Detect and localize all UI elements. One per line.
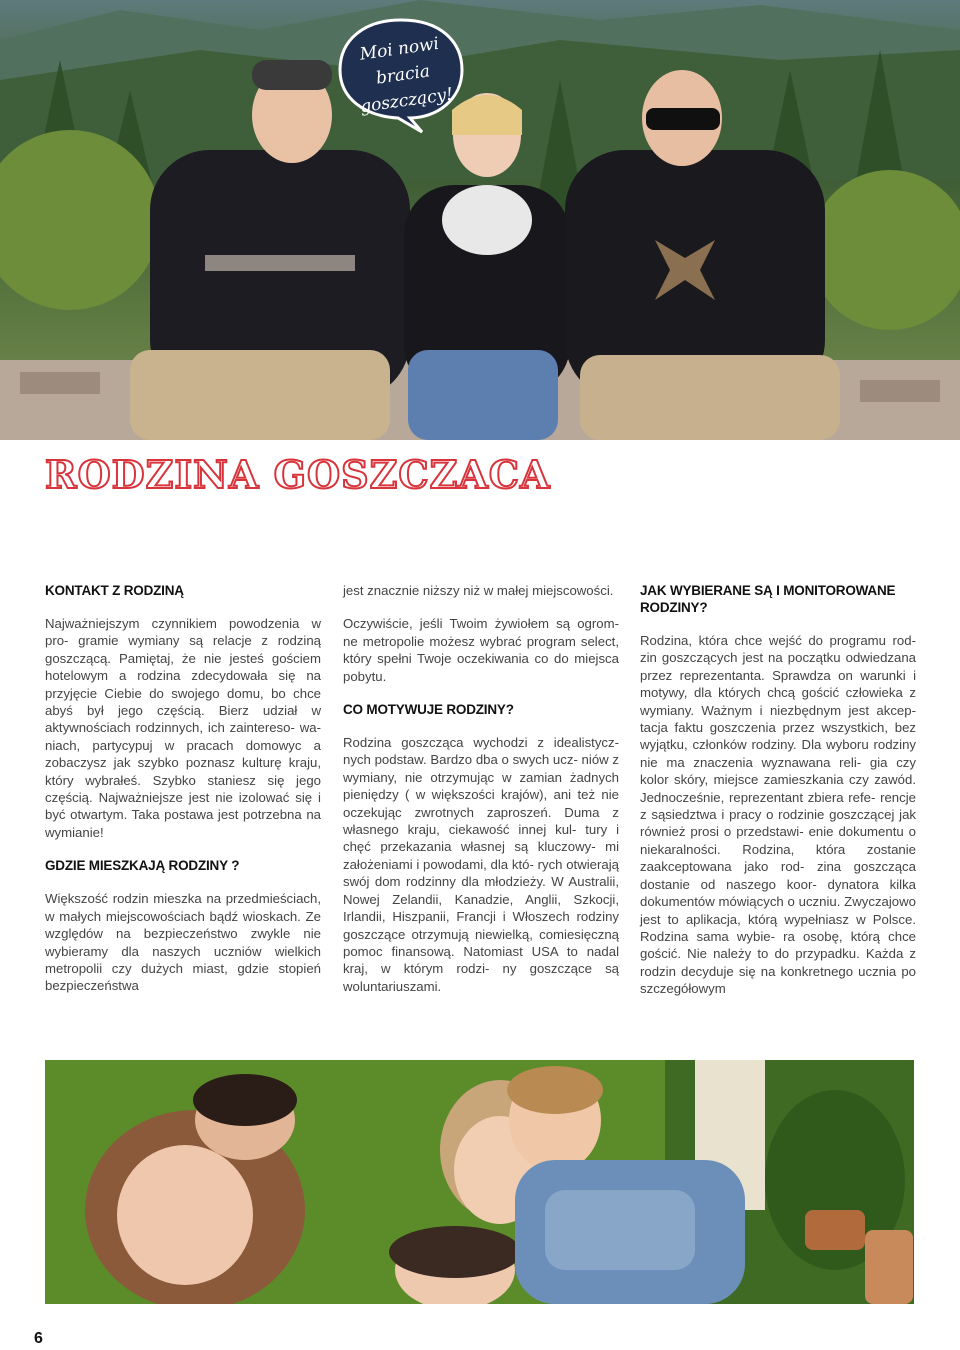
page-title: RODZINA GOSZCZACA <box>45 452 551 497</box>
heading-co-motywuje: CO MOTYWUJE RODZINY? <box>343 702 514 718</box>
paragraph-gdzie-mieszkaja: Większość rodzin mieszka na przedmieściach, w małych miejscowościach bądź wioskach. Ze względów na bezpieczeństwo zwykle nie wybieramy dla naszych uczniów wielkich metropolii czy dużych miast, gdzie stopień bezpieczeństwa <box>45 891 321 994</box>
paragraph-jak-wybierane: Rodzina, która chce wejść do programu rod- zin goszczących jest na początku odwiedzana przez reprezentanta. Sprawdza on warunki i motywy, dla których chcą gościć człowieka z wymiany. Ważnym i niezbędnym jest akcep- tacja faktu goszczenia przez wszystkich, bez wyjątku, członków rodziny. Dla wyboru rodziny nie ma znaczenia wyznawana reli- gia czy kolor skóry, miejsce zamieszkania czy zawód. Jednocześnie, reprezentant zbiera refe- rencje z sąsiedztwa i pracy o rodzinie goszczącej jak również prosi o przedstawi- enie dokumentu o niekaralności. Rodzina, która zostanie zaakceptowana jako rod- zina goszcząca dostanie od naszego koor- dynatora kilka dokumentów mówiących o uczniu. Zwyczajowo jest to aplikacja, którą wypełniasz w Polsce. Rodzina sama wybie- ra osobę, którą chce gościć. Nie należy to do przypadku. Każda z rodzin decyduje się na konkretnego ucznia po szczegółowym <box>640 633 916 997</box>
speech-bubble-text <box>347 29 459 120</box>
paragraph-continuation: jest znacznie niższy niż w małej miejscowości. <box>343 583 614 598</box>
bubble-line-2: goszczący! <box>358 84 455 118</box>
bottom-photo <box>45 1060 914 1304</box>
heading-jak-wybierane: JAK WYBIERANE SĄ I MONITOROWANE RODZINY? <box>640 583 896 615</box>
bottom-photo-illustration <box>45 1060 914 1304</box>
paragraph-co-motywuje: Rodzina goszcząca wychodzi z idealistycz- nych podstaw. Bardzo dba o swych ucz- niów z wymiany, nie otrzymując w zamian żadnych pieniędzy ( w większości krajów), ani też nie oczekując zwrotnych zaproszeń. Duma z własnego kraju, ciekawość innej kul- tury i chęć przekazania własnej są kluczowy- mi założeniami i powodami, dla któ- rych otwierają swój dom rodzinny dla młodzieży. W Australii, Nowej Zelandii, Kanadzie, Anglii, Szkocji, Irlandii, Hiszpanii, Francji i Włoszech rodziny goszczące otrzymują niewielką, comiesięczną pomoc finansową. Natomiast USA to nadal kraj, w którym rodzi- ny goszczące są woluntariuszami. <box>343 735 619 994</box>
hero-photo-illustration <box>0 0 960 440</box>
column-2 <box>343 582 619 1011</box>
heading-gdzie-mieszkaja: GDZIE MIESZKAJĄ RODZINY ? <box>45 858 240 874</box>
paragraph-kontakt: Najważniejszym czynnikiem powodzenia w pro- gramie wymiany są relacje z rodziną goszczącą. Pamiętaj, że nie jesteś gościem hotelowym a rodzina zdecydowała się na przyjęcie Ciebie do swojego domu, bo chce abyś był jego częścią. Bierz udział w aktywnościach rodzinnych, ich zaintereso- wa- niach, partycypuj w pracach domowyc a zobaczysz jak szybko poznasz kulturę kraju, który wybrałeś. Szybko staniesz się jego częścią. Najważniejsze jest nie izolować się i być otwartym. Taka postawa jest potrzebna na wymianie! <box>45 616 321 840</box>
bubble-line-1: Moi nowi bracia <box>358 33 441 89</box>
hero-photo <box>0 0 960 440</box>
page-number: 6 <box>34 1330 43 1347</box>
column-3 <box>640 582 916 1014</box>
column-1 <box>45 582 321 1011</box>
heading-kontakt: KONTAKT Z RODZINĄ <box>45 583 184 598</box>
paragraph-metropolie: Oczywiście, jeśli Twoim żywiołem są ogrom- ne metropolie możesz wybrać program select, który spełni Twoje oczekiwania co do miejsca pobytu. <box>343 616 619 684</box>
